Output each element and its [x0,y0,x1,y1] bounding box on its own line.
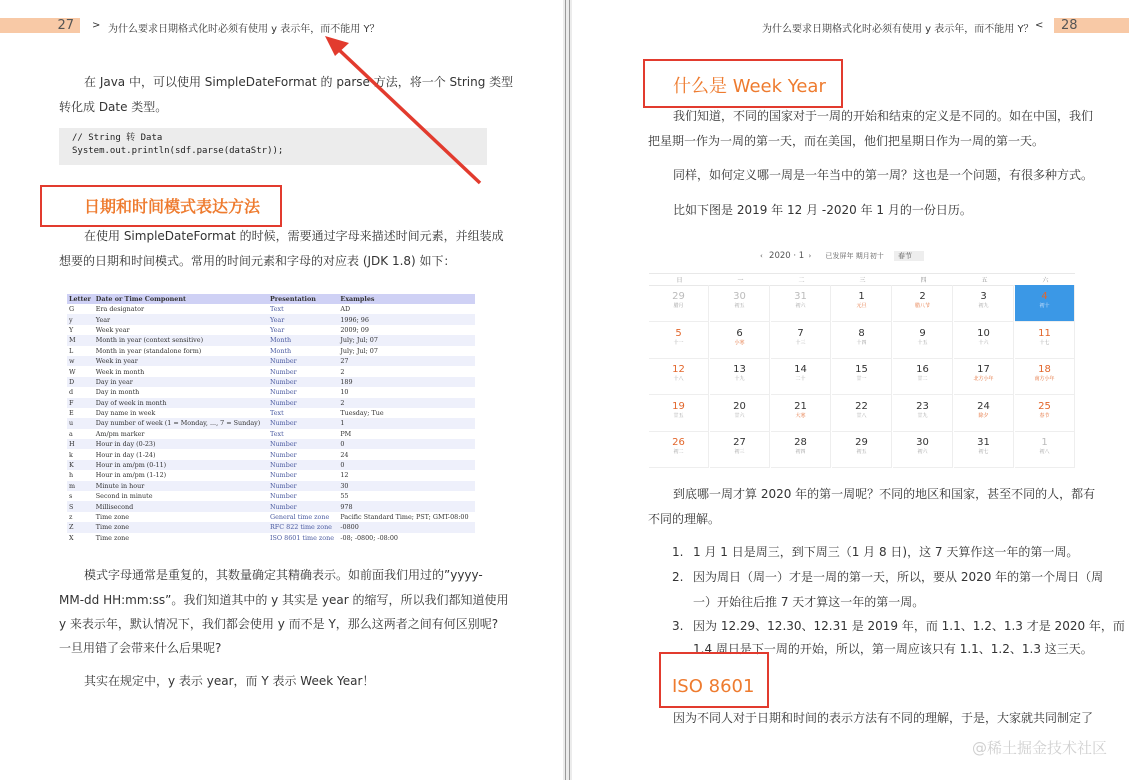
table-row [67,429,475,439]
calendar-day [1015,431,1075,468]
table-cell: 2009; 09 [340,325,369,334]
day-number: 8 [858,327,865,339]
lunar-label: 初三 [734,449,745,455]
day-number: 18 [1038,364,1051,375]
column-header: Letter [67,294,94,304]
weekday-label: 四 [920,277,927,284]
table-cell: Number [268,501,338,511]
day-number: 2 [919,291,926,302]
paragraph: 转化成 Date 类型。 [59,100,168,114]
table-row [67,314,475,324]
table-cell: Month [269,346,292,355]
section-heading: 日期和时间模式表达方法 [84,197,261,216]
calendar-day [710,322,770,359]
table-cell: u [67,418,94,428]
list-number: 3. [672,619,684,633]
table-row [67,439,475,449]
table-cell: 978 [338,501,475,511]
table-cell: Month in year (context sensitive) [94,335,268,345]
list-text: 1.4 周日是下一周的开始，所以，第一周应该只有 1.1、1.2、1.3 这三天。 [693,642,1093,656]
lunar-label: 春节 [1039,412,1050,419]
calendar-toolbar [760,251,924,261]
year-month-selector: 2020 · 1 [769,251,805,261]
table-cell: D [67,377,94,387]
section-heading: ISO 8601 [672,676,755,697]
calendar-day [710,285,770,322]
weekday-label: 五 [981,277,988,284]
lunar-label: 初七 [978,449,989,455]
table-row [67,387,475,397]
calendar-day [893,358,953,395]
lunar-label: 廿五 [673,412,684,419]
table-header-row [67,294,475,304]
day-number: 13 [733,364,746,375]
table-cell: General time zone [269,513,330,521]
table-cell: Number [269,450,297,459]
table-row [67,533,475,543]
table-cell: z [69,513,73,521]
calendar-day [954,358,1014,395]
calendar-day [893,395,953,432]
table-cell: S [67,501,94,511]
table-cell: G [69,305,75,314]
column-header: Date or Time Component [94,294,268,304]
calendar-day [710,395,770,432]
calendar-day [832,285,892,322]
table-cell: Day in month [95,388,140,397]
table-cell: Day number of week (1 = Monday, ..., 7 = Sunday) [94,418,268,428]
day-number: 20 [733,400,746,412]
table-cell: Number [268,460,338,470]
weekday-label: 日 [676,277,683,284]
calendar-day [771,285,831,322]
table-cell: Number [268,439,338,449]
lunar-label: 十一 [673,339,684,346]
code-comment: // String 转 Data [72,133,163,143]
table-cell: Number [269,388,297,397]
lunar-label: 二十 [795,376,806,382]
day-number: 28 [794,437,807,448]
table-cell: Year [268,314,338,324]
calendar-day [954,395,1014,432]
list-item [672,614,1125,639]
header-chevron: < [1035,20,1044,31]
calendar-day [832,395,892,432]
lunar-label: 十五 [917,339,928,346]
paragraph: 不同的理解。 [648,512,721,526]
table-cell: 27 [338,356,475,366]
table-cell: July; Jul; 07 [338,335,475,345]
list-text: 一）开始往后推 7 天才算这一年的第一周。 [693,595,925,609]
table-cell: Number [268,356,338,366]
table-cell: Pacific Standard Time; PST; GMT-08:00 [340,513,469,521]
calendar-day [771,322,831,359]
calendar-day [832,358,892,395]
table-cell: -08; -0800; -08:00 [340,533,399,542]
calendar-day [649,431,709,468]
day-number: 31 [794,291,807,302]
calendar-day [649,285,709,322]
table-cell: w [67,356,94,366]
list-number: 1. [672,545,684,559]
calendar-image [649,245,1075,465]
calendar-day [710,358,770,395]
day-number: 10 [977,327,990,339]
calendar-day [954,322,1014,359]
table-cell: 2 [340,367,345,376]
day-number: 26 [672,437,685,448]
table-cell: Day name in week [95,409,156,418]
table-cell: Number [269,492,297,501]
column-header: Presentation [268,294,338,304]
table-cell: AD [340,305,351,314]
table-cell: m [67,481,94,491]
calendar-day [649,358,709,395]
table-cell: Number [268,377,338,387]
table-cell: X [69,533,74,542]
paragraph: 因为不同人对于日期和时间的表示方法有不同的理解，于是，大家就共同制定了 [673,711,1094,725]
page-gutter [563,0,572,780]
table-cell: Month [268,335,338,345]
list-item [672,565,1103,590]
day-number: 30 [733,291,746,302]
day-number: 31 [977,437,990,448]
table-row [67,460,475,470]
table-cell: Day in year [94,377,268,387]
day-number: 1 [1041,437,1048,448]
day-number: 29 [855,437,868,448]
calendar-day [771,431,831,468]
section-heading: 什么是 Week Year [673,76,826,97]
list-text: 因为周日（周一）才是一周的第一天，所以，要从 2020 年的第一个周日（周 [693,570,1104,584]
table-cell: Number [268,418,338,428]
table-row [67,398,475,408]
lunar-label: 元旦 [856,303,867,309]
table-cell: 30 [338,481,475,491]
table-cell: 0 [338,460,475,470]
table-cell: Era designator [95,305,145,314]
calendar-day [1015,285,1075,322]
day-number: 30 [916,437,929,448]
next-month-icon: › [808,252,812,260]
table-row [67,491,475,501]
table-cell: 24 [340,450,349,459]
paragraph: 我们知道，不同的国家对于一周的开始和结束的定义是不同的。如在中国，我们 [673,109,1094,123]
table-cell: 0 [338,439,475,449]
day-number: 19 [672,400,685,412]
column-header: Examples [338,294,475,304]
table-cell: 1996; 96 [338,314,475,324]
table-cell: Am/pm marker [95,429,145,438]
day-number: 25 [1038,400,1051,412]
weekday-label: 六 [1042,277,1049,284]
day-number: 9 [919,327,926,339]
table-cell: 10 [340,388,349,397]
table-cell: 12 [340,471,349,480]
calendar-day [832,431,892,468]
table-cell: Text [269,409,284,418]
day-number: 21 [794,400,807,412]
table-cell: 2 [338,398,475,408]
day-number: 22 [855,400,868,412]
lunar-label: 廿九 [917,412,928,419]
lunar-label: 初五 [734,303,745,309]
day-number: 17 [977,364,990,375]
table-cell: Number [269,471,297,480]
day-number: 5 [675,327,682,339]
table-cell: Hour in day (0-23) [94,439,268,449]
table-row [67,470,475,480]
day-number: 6 [736,327,743,339]
calendar-day [649,322,709,359]
weekday-label: 三 [859,277,866,284]
table-cell: F [67,398,94,408]
calendar-day [1015,358,1075,395]
day-number: 3 [980,291,987,302]
table-cell: ISO 8601 time zone [269,533,335,542]
table-cell: Number [268,481,338,491]
lunar-label: 廿八 [856,412,867,419]
lunar-label: 廿六 [734,412,745,419]
table-cell: 189 [338,377,475,387]
table-cell: Day of week in month [94,398,268,408]
holiday-select: 春节 [894,251,924,261]
running-header: 为什么要求日期格式化时必须有使用 y 表示年，而不能用 Y？ [762,24,1034,35]
calendar-caption: 已发屏年 期月初十 [825,252,884,260]
paragraph: 模式字母通常是重复的，其数量确定其精确表示。如前面我们用过的”yyyy- [84,568,483,582]
table-cell: Hour in am/pm (0-11) [94,460,268,470]
table-body [67,304,475,543]
table-cell: s [69,492,73,501]
day-number: 4 [1041,291,1048,302]
paragraph: 在使用 SimpleDateFormat 的时候，需要通过字母来描述时间元素，并组装成 [84,229,504,243]
day-number: 11 [1038,327,1051,339]
calendar-day [893,322,953,359]
paragraph: y 来表示年，默认情况下，我们都会使用 y 而不是 Y，那么这两者之间有何区别呢? [59,617,499,631]
table-cell: Text [269,429,284,438]
paragraph: 在 Java 中，可以使用 SimpleDateFormat 的 parse 方法，将一个 String 类型 [84,75,514,89]
table-cell: W [69,367,76,376]
code-line: System.out.println(sdf.parse(dataStr)); [72,146,284,156]
day-number: 27 [733,437,746,448]
lunar-label: 腊八节 [914,303,930,309]
table-cell: a [69,429,73,438]
day-number: 7 [797,327,804,339]
lunar-label: 大寒 [795,412,806,419]
lunar-label: 十七 [1039,339,1050,346]
table-cell: Hour in day (1-24) [95,450,156,459]
annotation-arrow-icon [0,0,563,260]
table-cell: July; Jul; 07 [340,346,378,355]
day-number: 16 [916,364,929,375]
left-page [0,0,563,780]
running-header: 为什么要求日期格式化时必须有使用 y 表示年，而不能用 Y？ [108,24,380,35]
table-cell: RFC 822 time zone [268,522,338,532]
page-number-tab [1054,18,1129,33]
paragraph: 比如下图是 2019 年 12 月 -2020 年 1 月的一份日历。 [673,203,972,217]
table-row [67,449,475,459]
lunar-label: 廿一 [856,376,867,382]
table-cell: k [69,450,73,459]
table-cell: y [67,314,94,324]
lunar-label: 十四 [856,339,867,346]
table-row [67,325,475,335]
table-cell: Week in year [94,356,268,366]
lunar-label: 廿二 [917,376,928,382]
header-chevron: > [92,20,101,31]
table-cell: Minute in hour [94,481,268,491]
lunar-label: 初八 [1039,449,1050,455]
pattern-letter-table [67,294,475,543]
table-cell: 1 [338,418,475,428]
table-row [67,512,475,522]
table-cell: Z [67,522,94,532]
list-item [672,540,1078,565]
list-number: 2. [672,570,684,584]
table-cell: Y [69,325,74,334]
table-cell: Year [94,314,268,324]
table-cell: Tuesday; Tue [340,409,384,418]
calendar-day [893,285,953,322]
lunar-label: 北方小年 [973,376,994,382]
table-row [67,335,475,345]
table-cell: -0800 [338,522,475,532]
calendar-day [954,285,1014,322]
day-number: 15 [855,364,868,375]
table-row [67,481,475,491]
paragraph: MM-dd HH:mm:ss”。我们知道其中的 y 其实是 year 的缩写，所以我们都知道使用 [59,593,509,607]
table-cell: Week in month [95,367,145,376]
lunar-label: 十六 [978,339,989,346]
table-row [67,304,475,314]
lunar-label: 十九 [734,376,745,382]
calendar-day [893,431,953,468]
paragraph: 其实在规定中，y 表示 year，而 Y 表示 Week Year！ [84,674,375,688]
table-cell: Second in minute [95,492,153,501]
watermark: @稀土掘金技术社区 [971,739,1107,757]
table-cell: Month in year (standalone form) [95,346,202,355]
table-cell: Text [269,305,284,314]
table-cell: K [67,460,94,470]
table-cell: Millisecond [94,501,268,511]
table-row [67,356,475,366]
lunar-label: 初六 [917,449,928,455]
page-number: 28 [1061,18,1078,33]
table-cell: h [69,471,74,480]
table-cell: Number [269,367,297,376]
paragraph: 一旦用错了会带来什么后果呢? [59,641,222,655]
day-number: 1 [858,291,865,302]
lunar-label: 初五 [856,449,867,455]
prev-month-icon: ‹ [760,252,763,260]
calendar-day [771,395,831,432]
calendar-day [954,431,1014,468]
day-number: 23 [916,400,929,412]
lunar-label: 初六 [795,303,806,309]
weekday-label: 二 [798,277,805,284]
table-row [67,346,475,356]
paragraph: 到底哪一周才算 2020 年的第一周呢？不同的地区和国家，甚至不同的人，都有 [673,487,1096,501]
table-row [67,408,475,418]
lunar-label: 初十 [1039,303,1050,309]
table-cell: Year [269,325,285,334]
table-cell: Time zone [94,522,268,532]
lunar-label: 十三 [795,339,806,346]
paragraph: 想要的日期和时间模式。常用的时间元素和字母的对应表 (JDK 1.8) 如下： [59,254,456,268]
lunar-label: 初四 [795,449,806,455]
table-cell: M [67,335,94,345]
calendar-day [1015,322,1075,359]
lunar-label: 腊月 [673,303,684,309]
table-row [67,522,475,532]
table-row [67,377,475,387]
table-cell: Time zone [95,533,130,542]
lunar-label: 小寒 [734,339,745,346]
day-number: 12 [672,364,685,375]
table-cell: 55 [340,492,349,501]
list-text: 1 月 1 日是周三，到下周三（1 月 8 日)，这 7 天算作这一年的第一周。 [693,545,1079,559]
calendar-day [710,431,770,468]
table-cell: d [69,388,74,397]
calendar-day [1015,395,1075,432]
paragraph: 同样，如何定义哪一周是一年当中的第一周？这也是一个问题，有很多种方式。 [673,168,1094,182]
calendar-day [771,358,831,395]
right-page [572,0,1129,780]
day-number: 29 [672,291,685,302]
paragraph: 把星期一作为一周的第一天，而在美国，他们把星期日作为一周的第一天。 [648,134,1045,148]
table-cell: Week year [95,325,130,334]
table-cell: Hour in am/pm (1-12) [95,471,167,480]
table-cell: Number [268,398,338,408]
page-number: 27 [57,18,74,33]
table-cell: H [67,439,94,449]
table-row [67,501,475,511]
lunar-label: 初二 [673,449,684,455]
lunar-label: 南方小年 [1034,376,1055,382]
weekday-label: 一 [737,277,744,284]
table-cell: PM [340,429,352,438]
table-cell: L [69,346,74,355]
calendar-day [832,322,892,359]
table-cell: E [69,409,74,418]
lunar-label: 初九 [978,303,989,309]
day-number: 14 [794,364,807,375]
lunar-label: 十八 [673,376,684,382]
lunar-label: 除夕 [978,412,989,419]
table-cell: Time zone [95,513,130,521]
list-text: 因为 12.29、12.30、12.31 是 2019 年，而 1.1、1.2、1.3 才是 2020 年，而 [693,619,1125,633]
table-row [67,366,475,376]
table-row [67,418,475,428]
day-number: 24 [977,400,990,412]
calendar-day [649,395,709,432]
